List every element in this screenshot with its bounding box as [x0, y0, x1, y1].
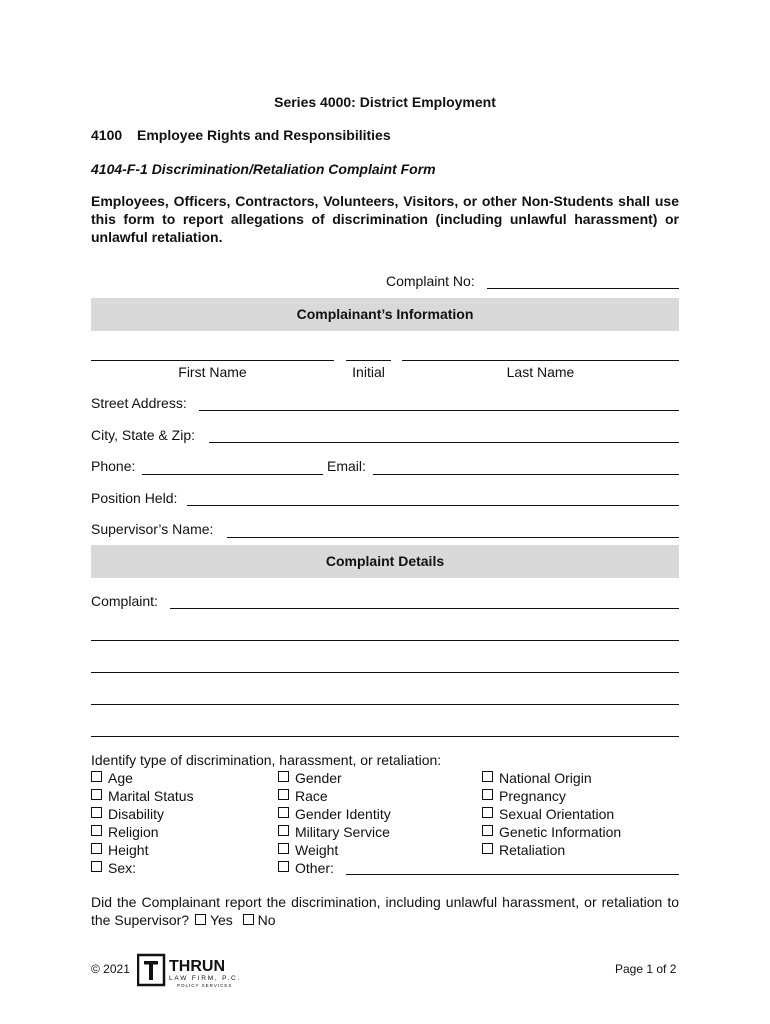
section-complainant-info: Complainant’s Information: [91, 298, 679, 331]
checkbox-icon: [91, 807, 102, 818]
checkbox-icon: [278, 843, 289, 854]
first-name-label: First Name: [178, 364, 247, 380]
complaint-line[interactable]: [91, 736, 679, 737]
checkbox-religion[interactable]: [91, 823, 159, 841]
position-held-label: Position Held:: [91, 490, 178, 506]
complaint-line[interactable]: [91, 704, 679, 705]
complaint-label: Complaint:: [91, 593, 158, 609]
checkbox-race[interactable]: [278, 787, 328, 805]
checkbox-label: Pregnancy: [499, 788, 566, 804]
email-field[interactable]: [373, 474, 679, 475]
checkbox-age[interactable]: [91, 769, 133, 787]
checkbox-icon: [278, 807, 289, 818]
checkbox-retaliation[interactable]: [482, 841, 565, 859]
checkbox-label: Genetic Information: [499, 824, 622, 840]
complaint-no-field[interactable]: [487, 288, 679, 289]
checkbox-label: Weight: [295, 842, 339, 858]
checkbox-icon: [482, 843, 493, 854]
intro-text: Employees, Officers, Contractors, Volunteers, Visitors, or other Non-Students shall use this form to report allegations of discrimination (including unlawful harassment) or unlawful retaliation.: [91, 193, 679, 245]
checkbox-icon: [482, 825, 493, 836]
checkbox-label: Retaliation: [499, 842, 566, 858]
email-label: Email:: [327, 458, 366, 474]
complaint-line[interactable]: [91, 672, 679, 673]
city-state-zip-label: City, State & Zip:: [91, 427, 195, 443]
checkbox-icon: [278, 789, 289, 800]
other-field[interactable]: [346, 874, 679, 875]
checkbox-icon: [91, 789, 102, 800]
checkbox-icon: [91, 771, 102, 782]
checkbox-pregnancy[interactable]: [482, 787, 566, 805]
initial-field[interactable]: [346, 360, 391, 361]
checkbox-label: Yes: [209, 912, 233, 928]
policy-number: 4100: [91, 127, 123, 143]
checkbox-sexual-orientation[interactable]: [482, 805, 614, 823]
checkbox-label: Age: [108, 770, 133, 786]
checkbox-military-service[interactable]: [278, 823, 390, 841]
checkbox-label: Other:: [295, 860, 334, 876]
checkbox-label: Gender Identity: [295, 806, 391, 822]
checkbox-label: No: [257, 912, 276, 928]
checkbox-no[interactable]: [241, 912, 276, 928]
checkbox-other[interactable]: [278, 859, 334, 877]
phone-field[interactable]: [142, 474, 323, 475]
last-name-label: Last Name: [506, 364, 575, 380]
checkbox-gender-identity[interactable]: [278, 805, 391, 823]
checkbox-label: Race: [295, 788, 328, 804]
form-title: 4104-F-1 Discrimination/Retaliation Complaint Form: [91, 161, 436, 177]
question-text: Did the Complainant report the discrimination, including unlawful harassment, or retaliation to the Supervisor?: [91, 894, 679, 928]
section-complaint-details: Complaint Details: [91, 545, 679, 578]
city-state-zip-field[interactable]: [209, 442, 679, 443]
phone-label: Phone:: [91, 458, 136, 474]
checkbox-icon: [91, 861, 102, 872]
checkbox-icon: [278, 771, 289, 782]
thrun-logo: [137, 953, 247, 989]
checkbox-label: Gender: [295, 770, 342, 786]
discrimination-prompt: Identify type of discrimination, harassment, or retaliation:: [91, 752, 442, 768]
street-address-field[interactable]: [199, 410, 679, 411]
checkbox-icon: [482, 771, 493, 782]
checkbox-marital-status[interactable]: [91, 787, 194, 805]
checkbox-label: Military Service: [295, 824, 390, 840]
checkbox-label: Sex:: [108, 860, 137, 876]
logo-name: THRUN: [169, 958, 225, 975]
checkbox-sex[interactable]: [91, 859, 136, 877]
complaint-field[interactable]: [170, 608, 679, 609]
series-heading: Series 4000: District Employment: [274, 94, 496, 110]
checkbox-label: Height: [108, 842, 149, 858]
policy-heading: [91, 127, 391, 143]
checkbox-icon: [91, 825, 102, 836]
position-held-field[interactable]: [187, 505, 679, 506]
street-address-label: Street Address:: [91, 395, 187, 411]
complaint-no-label: Complaint No:: [386, 273, 475, 289]
checkbox-label: Disability: [108, 806, 165, 822]
checkbox-gender[interactable]: [278, 769, 342, 787]
checkbox-icon: [482, 807, 493, 818]
supervisor-name-field[interactable]: [227, 537, 679, 538]
checkbox-icon: [278, 825, 289, 836]
supervisor-name-label: Supervisor’s Name:: [91, 521, 214, 537]
checkbox-national-origin[interactable]: [482, 769, 592, 787]
logo-tag: POLICY SERVICES: [177, 983, 233, 988]
checkbox-weight[interactable]: [278, 841, 338, 859]
checkbox-icon: [243, 914, 254, 925]
page-number: Page 1 of 2: [615, 962, 677, 976]
last-name-field[interactable]: [402, 360, 679, 361]
first-name-field[interactable]: [91, 360, 334, 361]
checkbox-label: National Origin: [499, 770, 592, 786]
checkbox-label: Sexual Orientation: [499, 806, 615, 822]
copyright: © 2021: [91, 962, 130, 976]
checkbox-yes[interactable]: [193, 912, 233, 928]
checkbox-height[interactable]: [91, 841, 148, 859]
logo-mark-icon: [137, 953, 247, 989]
complaint-line[interactable]: [91, 640, 679, 641]
supervisor-question: [91, 893, 679, 929]
logo-sub: LAW FIRM, P.C.: [169, 975, 242, 982]
checkbox-icon: [195, 914, 206, 925]
checkbox-genetic-information[interactable]: [482, 823, 621, 841]
checkbox-icon: [91, 843, 102, 854]
checkbox-icon: [278, 861, 289, 872]
policy-title: Employee Rights and Responsibilities: [137, 127, 391, 143]
initial-label: Initial: [352, 364, 385, 380]
checkbox-disability[interactable]: [91, 805, 164, 823]
checkbox-icon: [482, 789, 493, 800]
checkbox-label: Marital Status: [108, 788, 194, 804]
checkbox-label: Religion: [108, 824, 159, 840]
